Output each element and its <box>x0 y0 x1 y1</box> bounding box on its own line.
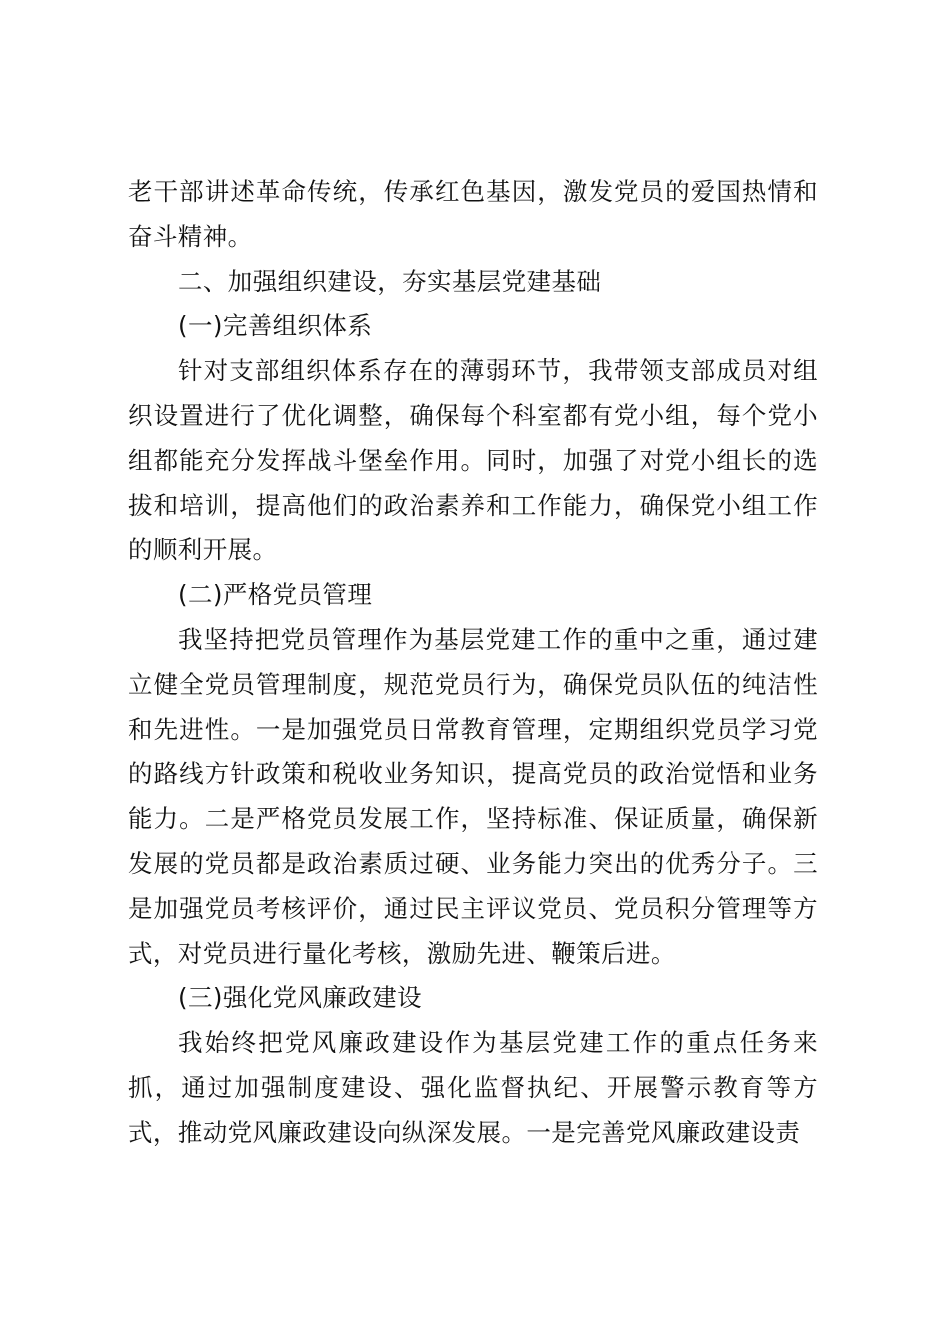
subheading-organization-system: (一)完善组织体系 <box>178 311 373 341</box>
subheading-member-management: (二)严格党员管理 <box>178 580 373 610</box>
paragraph-continued: 老干部讲述革命传统，传承红色基因，激发党员的爱国热情和奋斗精神。 <box>128 177 818 251</box>
paragraph-organization-system: 针对支部组织体系存在的薄弱环节，我带领支部成员对组织设置进行了优化调整，确保每个科室都有党小组，每个党小组都能充分发挥战斗堡垒作用。同时，加强了对党小组长的选拔和培训，提高他们的政治素养和工作能力，确保党小组工作的顺利开展。 <box>128 356 818 565</box>
document-page <box>128 170 818 1156</box>
paragraph-integrity-building: 我始终把党风廉政建设作为基层党建工作的重点任务来抓，通过加强制度建设、强化监督执纪、开展警示教育等方式，推动党风廉政建设向纵深发展。一是完善党风廉政建设责 <box>128 1028 818 1147</box>
paragraph-member-management: 我坚持把党员管理作为基层党建工作的重中之重，通过建立健全党员管理制度，规范党员行为，确保党员队伍的纯洁性和先进性。一是加强党员日常教育管理，定期组织党员学习党的路线方针政策和税收业务知识，提高党员的政治觉悟和业务能力。二是严格党员发展工作，坚持标准、保证质量，确保新发展的党员都是政治素质过硬、业务能力突出的优秀分子。三是加强党员考核评价，通过民主评议党员、党员积分管理等方式，对党员进行量化考核，激励先进、鞭策后进。 <box>128 624 818 968</box>
section-heading-organization: 二、加强组织建设，夯实基层党建基础 <box>178 266 602 296</box>
subheading-integrity-building: (三)强化党风廉政建设 <box>178 983 423 1013</box>
